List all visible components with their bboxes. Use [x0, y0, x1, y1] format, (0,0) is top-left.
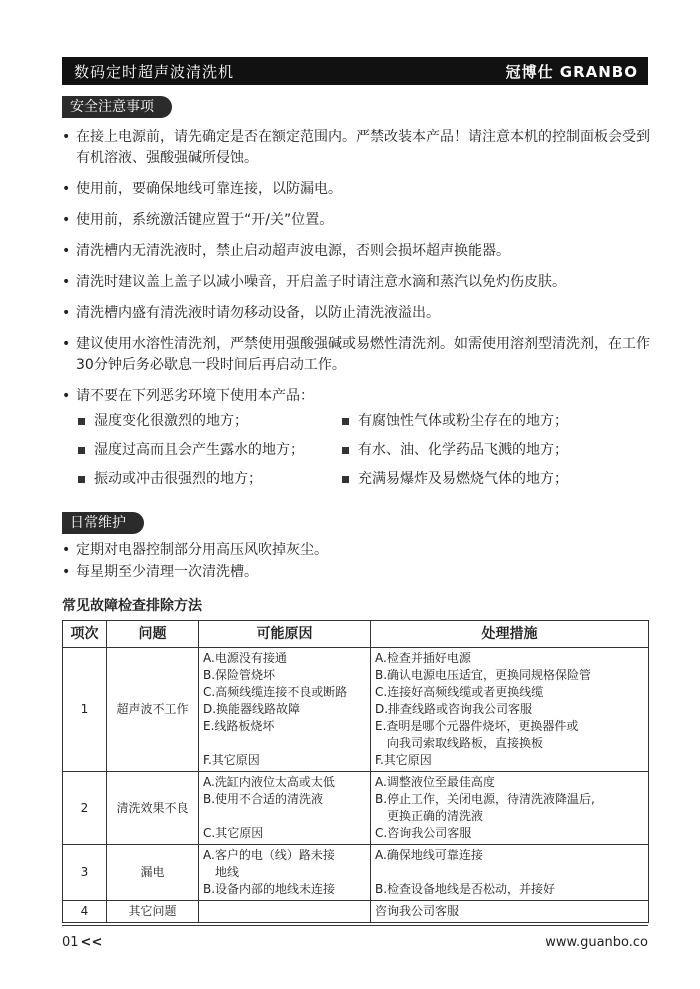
column-header: 处理措施	[371, 621, 649, 648]
cause-line: F.其它原因	[203, 753, 260, 767]
row-actions	[371, 772, 649, 845]
table-row	[63, 901, 649, 923]
safety-item: • 使用前，系统激活键应置于“开/关”位置。	[62, 210, 652, 231]
action-line: F.其它原因	[375, 753, 432, 767]
cause-line: A.洗缸内液位太高或太低	[203, 775, 335, 789]
maintenance-list	[62, 540, 328, 584]
row-problem: 漏电	[107, 845, 199, 901]
table-row	[63, 648, 649, 772]
action-line: 更换正确的清洗液	[387, 809, 484, 823]
table-row	[63, 772, 649, 845]
maintenance-item: • 定期对电器控制部分用高压风吹掉灰尘。	[62, 540, 328, 560]
cause-line: B.保险管烧坏	[203, 668, 276, 682]
environment-item: 湿度过高而且会产生露水的地方；	[76, 440, 340, 461]
action-line: A.调整液位至最佳高度	[375, 775, 495, 789]
action-line: C.咨询我公司客服	[375, 826, 472, 840]
action-line: B.确认电源电压适宜，更换同规格保险管	[375, 668, 592, 682]
cause-line: D.换能器线路故障	[203, 702, 301, 716]
row-number: 2	[63, 772, 107, 845]
cause-line: C.高频线缆连接不良或断路	[203, 685, 348, 699]
table-header-row	[63, 621, 649, 648]
column-header: 项次	[63, 621, 107, 648]
safety-item: • 在接上电源前，请先确定是否在额定范围内。严禁改装本产品！请注意本机的控制面板会受到有机溶液、强酸强碱所侵蚀。	[62, 127, 652, 169]
environment-item: 湿度变化很激烈的地方；	[76, 411, 340, 432]
fault-table	[62, 620, 649, 923]
row-causes	[199, 901, 371, 923]
brand-name: 冠博仕 GRANBO	[505, 62, 638, 81]
column-header: 问题	[107, 621, 199, 648]
table-row	[63, 845, 649, 901]
action-line: 咨询我公司客服	[375, 904, 460, 918]
environment-item: 振动或冲击很强烈的地方；	[76, 469, 340, 490]
row-actions	[371, 648, 649, 772]
row-actions	[371, 901, 649, 923]
safety-item: • 清洗槽内盛有清洗液时请勿移动设备，以防止清洗液溢出。	[62, 303, 652, 324]
website-url: www.guanbo.co	[545, 935, 648, 950]
row-number: 3	[63, 845, 107, 901]
action-line: A.确保地线可靠连接	[375, 848, 483, 862]
maintenance-item: • 每星期至少清理一次清洗槽。	[62, 562, 328, 582]
safety-heading: 安全注意事项	[62, 96, 172, 118]
row-causes	[199, 845, 371, 901]
fault-table-title: 常见故障检查排除方法	[62, 598, 202, 614]
safety-item: • 清洗槽内无清洗液时，禁止启动超声波电源，否则会损坏超声换能器。	[62, 241, 652, 262]
row-causes	[199, 648, 371, 772]
row-causes	[199, 772, 371, 845]
environment-item: 有腐蚀性气体或粉尘存在的地方；	[340, 411, 640, 432]
cause-line: B.设备内部的地线未连接	[203, 882, 336, 896]
action-line: B.检查设备地线是否松动，并接好	[375, 882, 556, 896]
row-number: 1	[63, 648, 107, 772]
environment-item: 充满易爆炸及易燃烧气体的地方；	[340, 469, 640, 490]
action-line: E.查明是哪个元器件烧坏，更换器件或	[375, 719, 579, 733]
action-line: A.检查并插好电源	[375, 651, 471, 665]
row-number: 4	[63, 901, 107, 923]
cause-line: C.其它原因	[203, 826, 264, 840]
safety-item: • 请不要在下列恶劣环境下使用本产品：	[62, 386, 652, 407]
action-line: 向我司索取线路板，直接换板	[387, 736, 544, 750]
footer-divider	[62, 925, 648, 926]
page-number-value: 01	[62, 935, 79, 950]
action-line: B.停止工作，关闭电源，待清洗液降温后,	[375, 792, 595, 806]
header-bar	[62, 57, 648, 85]
document-title: 数码定时超声波清洗机	[74, 62, 235, 81]
cause-line: 地线	[215, 865, 240, 879]
safety-list	[62, 127, 652, 490]
environment-list	[62, 411, 652, 490]
row-problem: 其它问题	[107, 901, 199, 923]
maintenance-heading: 日常维护	[62, 512, 144, 534]
safety-item: • 清洗时建议盖上盖子以减小噪音，开启盖子时请注意水滴和蒸汽以免灼伤皮肤。	[62, 272, 652, 293]
action-line: D.排查线路或咨询我公司客服	[375, 702, 533, 716]
cause-line: A.电源没有接通	[203, 651, 287, 665]
safety-item: • 使用前，要确保地线可靠连接，以防漏电。	[62, 179, 652, 200]
safety-item: • 建议使用水溶性清洗剂，严禁使用强酸强碱或易燃性清洗剂。如需使用溶剂型清洗剂，在工作30分钟后务必歇息一段时间后再启动工作。	[62, 334, 652, 376]
environment-item: 有水、油、化学药品飞溅的地方；	[340, 440, 640, 461]
cause-line: A.客户的电（线）路未接	[203, 848, 335, 862]
row-problem: 超声波不工作	[107, 648, 199, 772]
row-actions	[371, 845, 649, 901]
action-line: C.连接好高频线缆或者更换线缆	[375, 685, 544, 699]
row-problem: 清洗效果不良	[107, 772, 199, 845]
page-number	[62, 935, 102, 950]
column-header: 可能原因	[199, 621, 371, 648]
cause-line: B.使用不合适的清洗液	[203, 792, 324, 806]
double-chevron-left-icon: <<	[80, 935, 103, 950]
cause-line: E.线路板烧坏	[203, 719, 275, 733]
